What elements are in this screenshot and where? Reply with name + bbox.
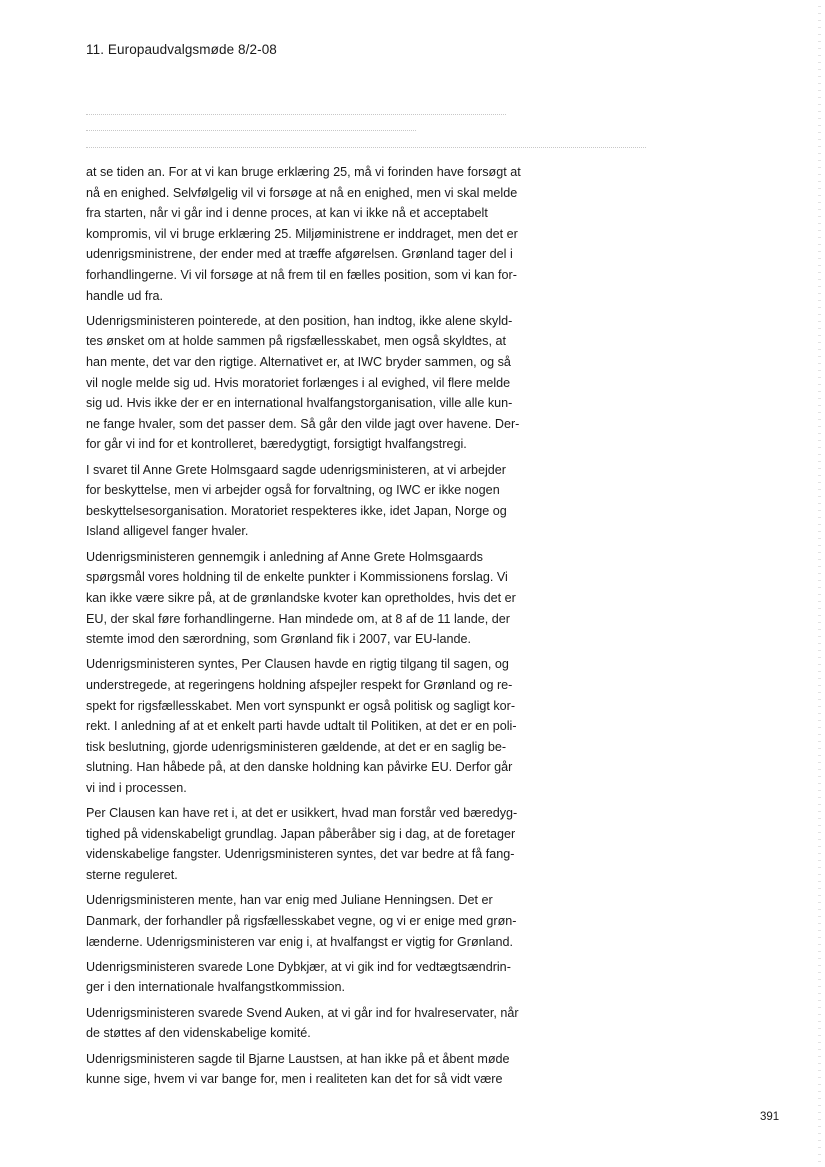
text-line: forhandlingerne. Vi vil forsøge at nå frem til en fælles position, som vi kan for- [86, 267, 517, 282]
paragraph [86, 654, 586, 798]
text-line: spekt for rigsfællesskabet. Men vort synspunkt er også politisk og sagligt kor- [86, 698, 516, 713]
text-line: Danmark, der forhandler på rigsfællesskabet vegne, og vi er enige med grøn- [86, 913, 517, 928]
text-line: Udenrigsministeren sagde til Bjarne Laustsen, at han ikke på et åbent møde [86, 1051, 510, 1066]
text-line: ger i den internationale hvalfangstkommission. [86, 980, 346, 995]
text-line: handle ud fra. [86, 288, 164, 303]
text-line: udenrigsministrene, der ender med at træffe afgørelsen. Grønland tager del i [86, 247, 513, 262]
text-line: sterne reguleret. [86, 868, 178, 883]
text-line: vi ind i processen. [86, 780, 187, 795]
text-line: I svaret til Anne Grete Holmsgaard sagde udenrigsministeren, at vi arbejder [86, 462, 507, 477]
page-number: 391 [760, 1111, 780, 1123]
text-line: tisk beslutning, gjorde udenrigsministeren gældende, at det er en saglig be- [86, 739, 507, 754]
text-line: kompromis, vil vi bruge erklæring 25. Miljøministrene er inddraget, men det er [86, 226, 518, 241]
text-line: spørgsmål vores holdning til de enkelte punkter i Kommissionens forslag. Vi [86, 570, 508, 585]
text-line: de støttes af den videnskabelige komité. [86, 1026, 311, 1041]
text-line: Udenrigsministeren mente, han var enig med Juliane Henningsen. Det er [86, 893, 493, 908]
text-line: Udenrigsministeren syntes, Per Clausen havde en rigtig tilgang til sagen, og [86, 657, 509, 672]
text-line: nå en enighed. Selvfølgelig vil vi forsøge at nå en enighed, men vi skal melde [86, 185, 518, 200]
text-line: han mente, det var den rigtige. Alternativet er, at IWC bryder sammen, og så [86, 355, 511, 370]
text-line: for beskyttelse, men vi arbejder også for forvaltning, og IWC er ikke nogen [86, 483, 500, 498]
scan-artifact-line [86, 130, 416, 131]
text-line: vil nogle melde sig ud. Hvis moratoriet forlænges i al evighed, vil flere melde [86, 375, 511, 390]
text-line: videnskabelige fangster. Udenrigsministeren syntes, det var bedre at få fang- [86, 847, 515, 862]
text-line: kunne sige, hvem vi var bange for, men i realiteten kan det for så vidt være [86, 1072, 503, 1087]
text-line: sig ud. Hvis ikke der er en international hvalfangstorganisation, ville alle kun- [86, 396, 513, 411]
scan-artifact-line [86, 114, 506, 115]
text-line: EU, der skal føre forhandlingerne. Han mindede om, at 8 af de 11 lande, der [86, 611, 510, 626]
text-line: fra starten, når vi går ind i denne proces, at kan vi ikke nå et acceptabelt [86, 206, 488, 221]
paragraph [86, 162, 586, 306]
paragraph [86, 890, 586, 952]
text-line: for går vi ind for et kontrolleret, bæredygtigt, forsigtigt hvalfangstregi. [86, 437, 467, 452]
document-body [86, 162, 586, 1094]
paragraph [86, 957, 586, 998]
text-line: ne fange hvaler, som det passer dem. Så går den vilde jagt over havene. Der- [86, 416, 520, 431]
text-line: tighed på videnskabeligt grundlag. Japan påberåber sig i dag, at de foretager [86, 826, 516, 841]
text-line: understregede, at regeringens holdning afspejler respekt for Grønland og re- [86, 678, 513, 692]
paragraph [86, 803, 586, 885]
text-line: slutning. Han håbede på, at den danske holdning kan påvirke EU. Derfor går [86, 760, 513, 775]
paragraph [86, 547, 586, 650]
text-line: beskyttelsesorganisation. Moratoriet respekteres ikke, idet Japan, Norge og [86, 503, 507, 518]
text-line: stemte imod den særordning, som Grønland fik i 2007, var EU-lande. [86, 632, 471, 647]
text-line: lænderne. Udenrigsministeren var enig i, at hvalfangst er vigtig for Grønland. [86, 934, 513, 949]
text-line: Island alligevel fanger hvaler. [86, 524, 249, 539]
paragraph [86, 311, 586, 455]
text-line: Udenrigsministeren svarede Lone Dybkjær, at vi gik ind for vedtægtsændrin- [86, 959, 511, 974]
text-line: Per Clausen kan have ret i, at det er usikkert, hvad man forstår ved bæredyg- [86, 806, 518, 821]
page-header [86, 42, 277, 57]
text-line: Udenrigsministeren pointerede, at den position, han indtog, ikke alene skyld- [86, 313, 513, 328]
text-line: Udenrigsministeren svarede Svend Auken, at vi går ind for hvalreservater, når [86, 1005, 519, 1020]
paragraph [86, 1003, 586, 1044]
text-line: at se tiden an. For at vi kan bruge erklæring 25, må vi forinden have forsøgt at [86, 165, 521, 179]
meeting-title: 11. Europaudvalgsmøde 8/2-08 [86, 42, 277, 57]
text-line: Udenrigsministeren gennemgik i anledning af Anne Grete Holmsgaards [86, 549, 483, 564]
text-line: kan ikke være sikre på, at de grønlandske kvoter kan opretholdes, hvis det er [86, 590, 516, 605]
text-line: tes ønsket om at holde sammen på rigsfællesskabet, men også skyldtes, at [86, 334, 506, 349]
paragraph [86, 460, 586, 542]
scan-edge-marks [818, 0, 821, 1167]
text-line: rekt. I anledning af at et enkelt parti havde udtalt til Politiken, at det er en poli- [86, 719, 517, 734]
paragraph [86, 1049, 586, 1090]
scan-artifact-line [86, 147, 646, 148]
